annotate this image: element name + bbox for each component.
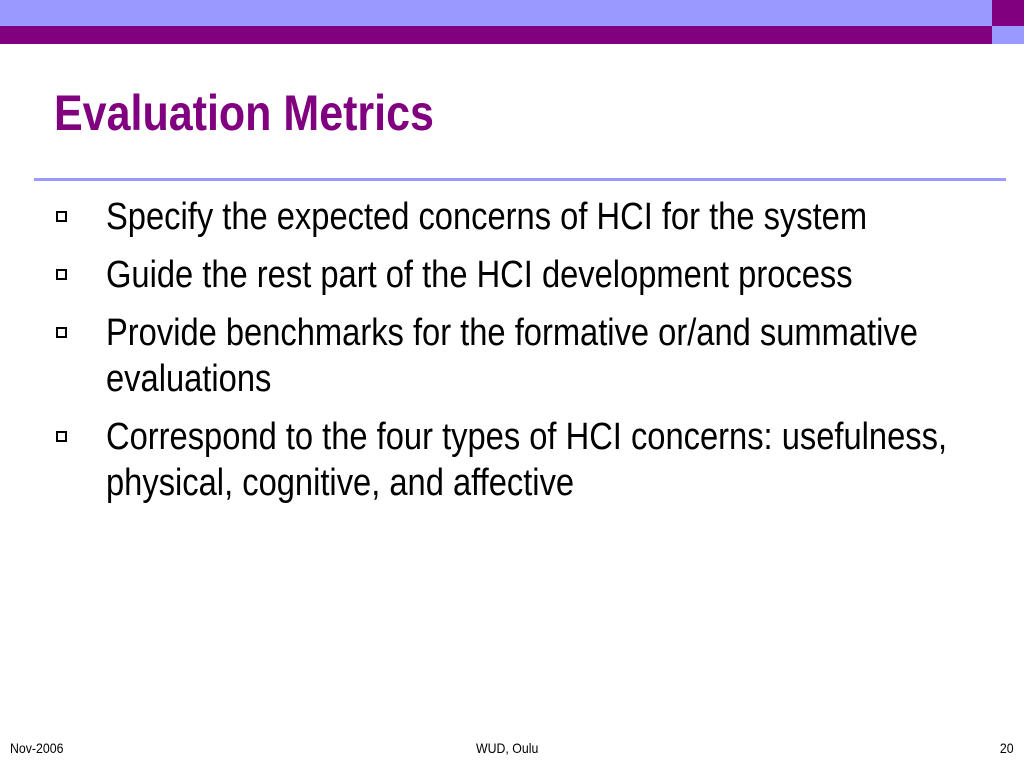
hollow-square-icon [56, 431, 67, 442]
footer-page-number: 20 [1000, 740, 1014, 756]
bullet-item [56, 194, 996, 240]
footer-venue: WUD, Oulu [476, 740, 539, 756]
hollow-square-icon [56, 269, 67, 280]
bullet-list [56, 194, 996, 518]
bullet-text: Guide the rest part of the HCI development process [106, 254, 853, 296]
bullet-item [56, 414, 996, 506]
hollow-square-icon [56, 327, 67, 338]
bullet-text: Correspond to the four types of HCI concerns: usefulness, physical, cognitive, and affective [106, 416, 948, 504]
bullet-item [56, 310, 996, 402]
bullet-text: Specify the expected concerns of HCI for the system [106, 196, 868, 238]
header-band-purple [0, 26, 992, 44]
slide-title: Evaluation Metrics [54, 85, 434, 141]
title-divider [34, 178, 1006, 181]
header-corner-purple [992, 0, 1024, 26]
header-band-lilac [0, 0, 992, 26]
bullet-item [56, 252, 996, 298]
header-corner-lilac [992, 26, 1024, 44]
bullet-text: Provide benchmarks for the formative or/and summative evaluations [106, 312, 918, 400]
hollow-square-icon [56, 211, 67, 222]
footer-date: Nov-2006 [10, 740, 64, 756]
